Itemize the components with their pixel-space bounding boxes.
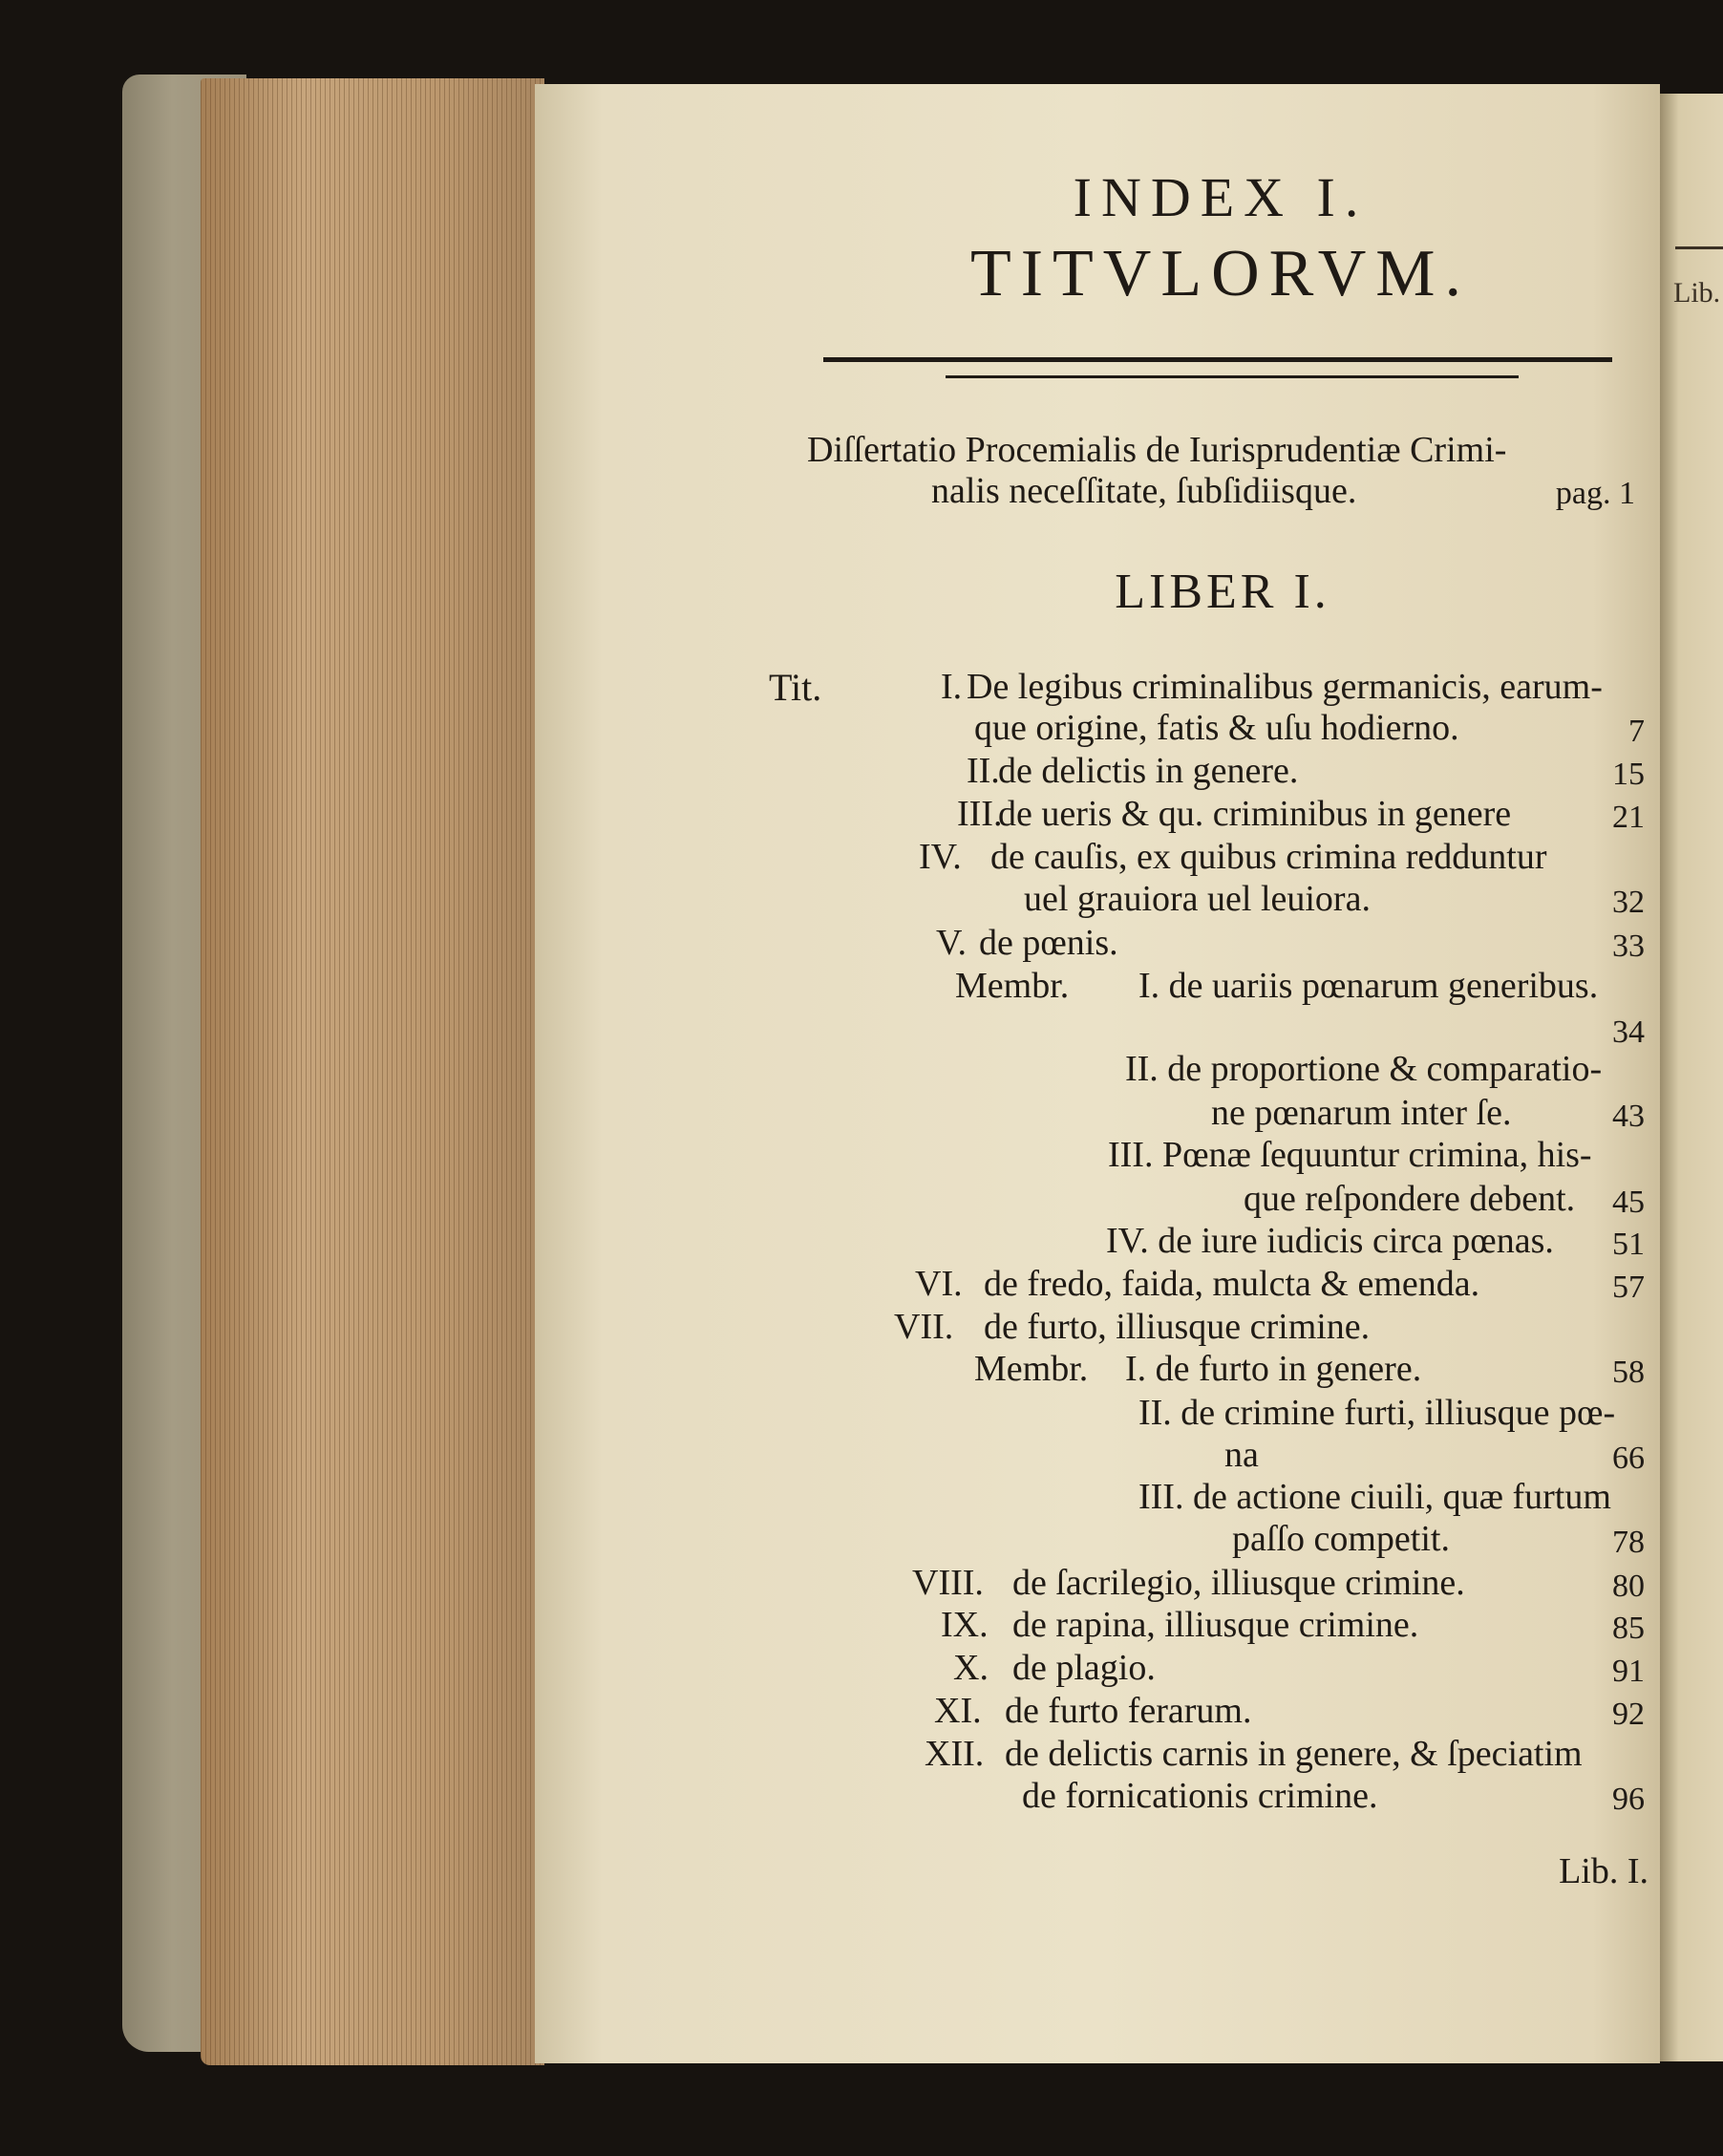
entry-page-number: 21 <box>1612 800 1645 835</box>
entry-title: IV. de iure iudicis circa pœnas. <box>1106 1221 1554 1261</box>
entry-number: IX. <box>941 1605 989 1645</box>
page-block-edges <box>201 78 544 2065</box>
entry-title: na <box>1224 1435 1259 1475</box>
entry-number: VII. <box>894 1307 954 1347</box>
entry-title: de ueris & qu. criminibus in genere <box>998 794 1512 834</box>
entry-title: que origine, fatis & uſu hodierno. <box>974 708 1459 748</box>
entry-title: de fornicationis crimine. <box>1022 1776 1378 1816</box>
entry-page-number: 51 <box>1612 1227 1645 1262</box>
titulorum-heading: TITVLORVM. <box>969 237 1472 310</box>
entry-title: uel grauiora uel leuiora. <box>1024 879 1371 919</box>
entry-number: X. <box>953 1648 989 1688</box>
entry-title: de delictis carnis in genere, & ſpeciatim <box>1005 1734 1583 1774</box>
entry-title: que reſpondere debent. <box>1244 1179 1576 1219</box>
entry-number: IV. <box>919 837 962 877</box>
entry-page-number: 78 <box>1612 1525 1645 1560</box>
catchword: Lib. I. <box>1559 1851 1649 1891</box>
index-title: INDEX I. <box>1073 166 1369 228</box>
entry-number: XI. <box>934 1691 982 1731</box>
entry-page-number: 43 <box>1612 1099 1645 1134</box>
entry-title: paſſo competit. <box>1232 1519 1450 1559</box>
entry-number: II. <box>967 751 1000 791</box>
entry-title: de furto ferarum. <box>1005 1691 1252 1731</box>
double-rule-top <box>823 357 1612 362</box>
entry-title: de pœnis. <box>979 923 1118 963</box>
intro-page: pag. 1 <box>1555 476 1635 511</box>
entry-page-number: 66 <box>1612 1441 1645 1476</box>
entry-title: I. de furto in genere. <box>1125 1349 1422 1389</box>
entry-title: de cauſis, ex quibus crimina redduntur <box>990 837 1547 877</box>
facing-page-rule <box>1675 246 1723 249</box>
entry-title: de fredo, faida, mulcta & emenda. <box>984 1264 1480 1304</box>
double-rule-bottom <box>946 375 1519 378</box>
intro-line-1: Diſſertatio Procemialis de Iurisprudentiæ Crimi- <box>807 430 1507 470</box>
liber-heading: LIBER I. <box>1115 565 1330 619</box>
intro-line-2: nalis neceſſitate, ſubſidiisque. <box>931 471 1357 511</box>
entry-number: VIII. <box>912 1563 984 1603</box>
facing-page-fragment: Lib. <box>1673 277 1721 309</box>
tit-label: Tit. <box>769 666 822 709</box>
entry-page-number: 85 <box>1612 1611 1645 1646</box>
entry-number: XII. <box>925 1734 985 1774</box>
entry-number: III. <box>957 794 1003 834</box>
entry-title: de ſacrilegio, illiusque crimine. <box>1012 1563 1465 1603</box>
entry-page-number: 45 <box>1612 1185 1645 1220</box>
entry-page-number: 58 <box>1612 1355 1645 1390</box>
entry-title: De legibus criminalibus germanicis, earum- <box>967 667 1603 707</box>
entry-number: V. <box>936 923 968 963</box>
entry-number: Membr. <box>974 1349 1089 1389</box>
entry-page-number: 91 <box>1612 1654 1645 1689</box>
entry-page-number: 57 <box>1612 1270 1645 1305</box>
entry-title: II. de crimine furti, illiusque pœ- <box>1138 1393 1616 1433</box>
entry-page-number: 33 <box>1612 929 1645 964</box>
entry-page-number: 96 <box>1612 1782 1645 1817</box>
entry-number: VI. <box>915 1264 963 1304</box>
entry-title: ne pœnarum inter ſe. <box>1211 1093 1512 1133</box>
entry-page-number: 7 <box>1628 714 1645 749</box>
entry-page-number: 34 <box>1612 1014 1645 1050</box>
entry-title: I. de uariis pœnarum generibus. <box>1138 966 1599 1006</box>
entry-title: II. de proportione & comparatio- <box>1125 1049 1603 1089</box>
entry-title: III. de actione ciuili, quæ furtum <box>1138 1477 1611 1517</box>
entry-title: de furto, illiusque crimine. <box>984 1307 1371 1347</box>
entry-number: I. <box>941 667 963 707</box>
entry-title: de plagio. <box>1012 1648 1156 1688</box>
entry-page-number: 32 <box>1612 885 1645 920</box>
entry-number: Membr. <box>955 966 1070 1006</box>
entry-page-number: 80 <box>1612 1569 1645 1604</box>
entry-title: de rapina, illiusque crimine. <box>1012 1605 1419 1645</box>
entry-page-number: 15 <box>1612 757 1645 792</box>
entry-title: de delictis in genere. <box>998 751 1299 791</box>
entry-page-number: 92 <box>1612 1697 1645 1732</box>
facing-page-edge <box>1660 94 1723 2061</box>
entry-title: III. Pœnæ ſequuntur crimina, his- <box>1108 1135 1592 1175</box>
